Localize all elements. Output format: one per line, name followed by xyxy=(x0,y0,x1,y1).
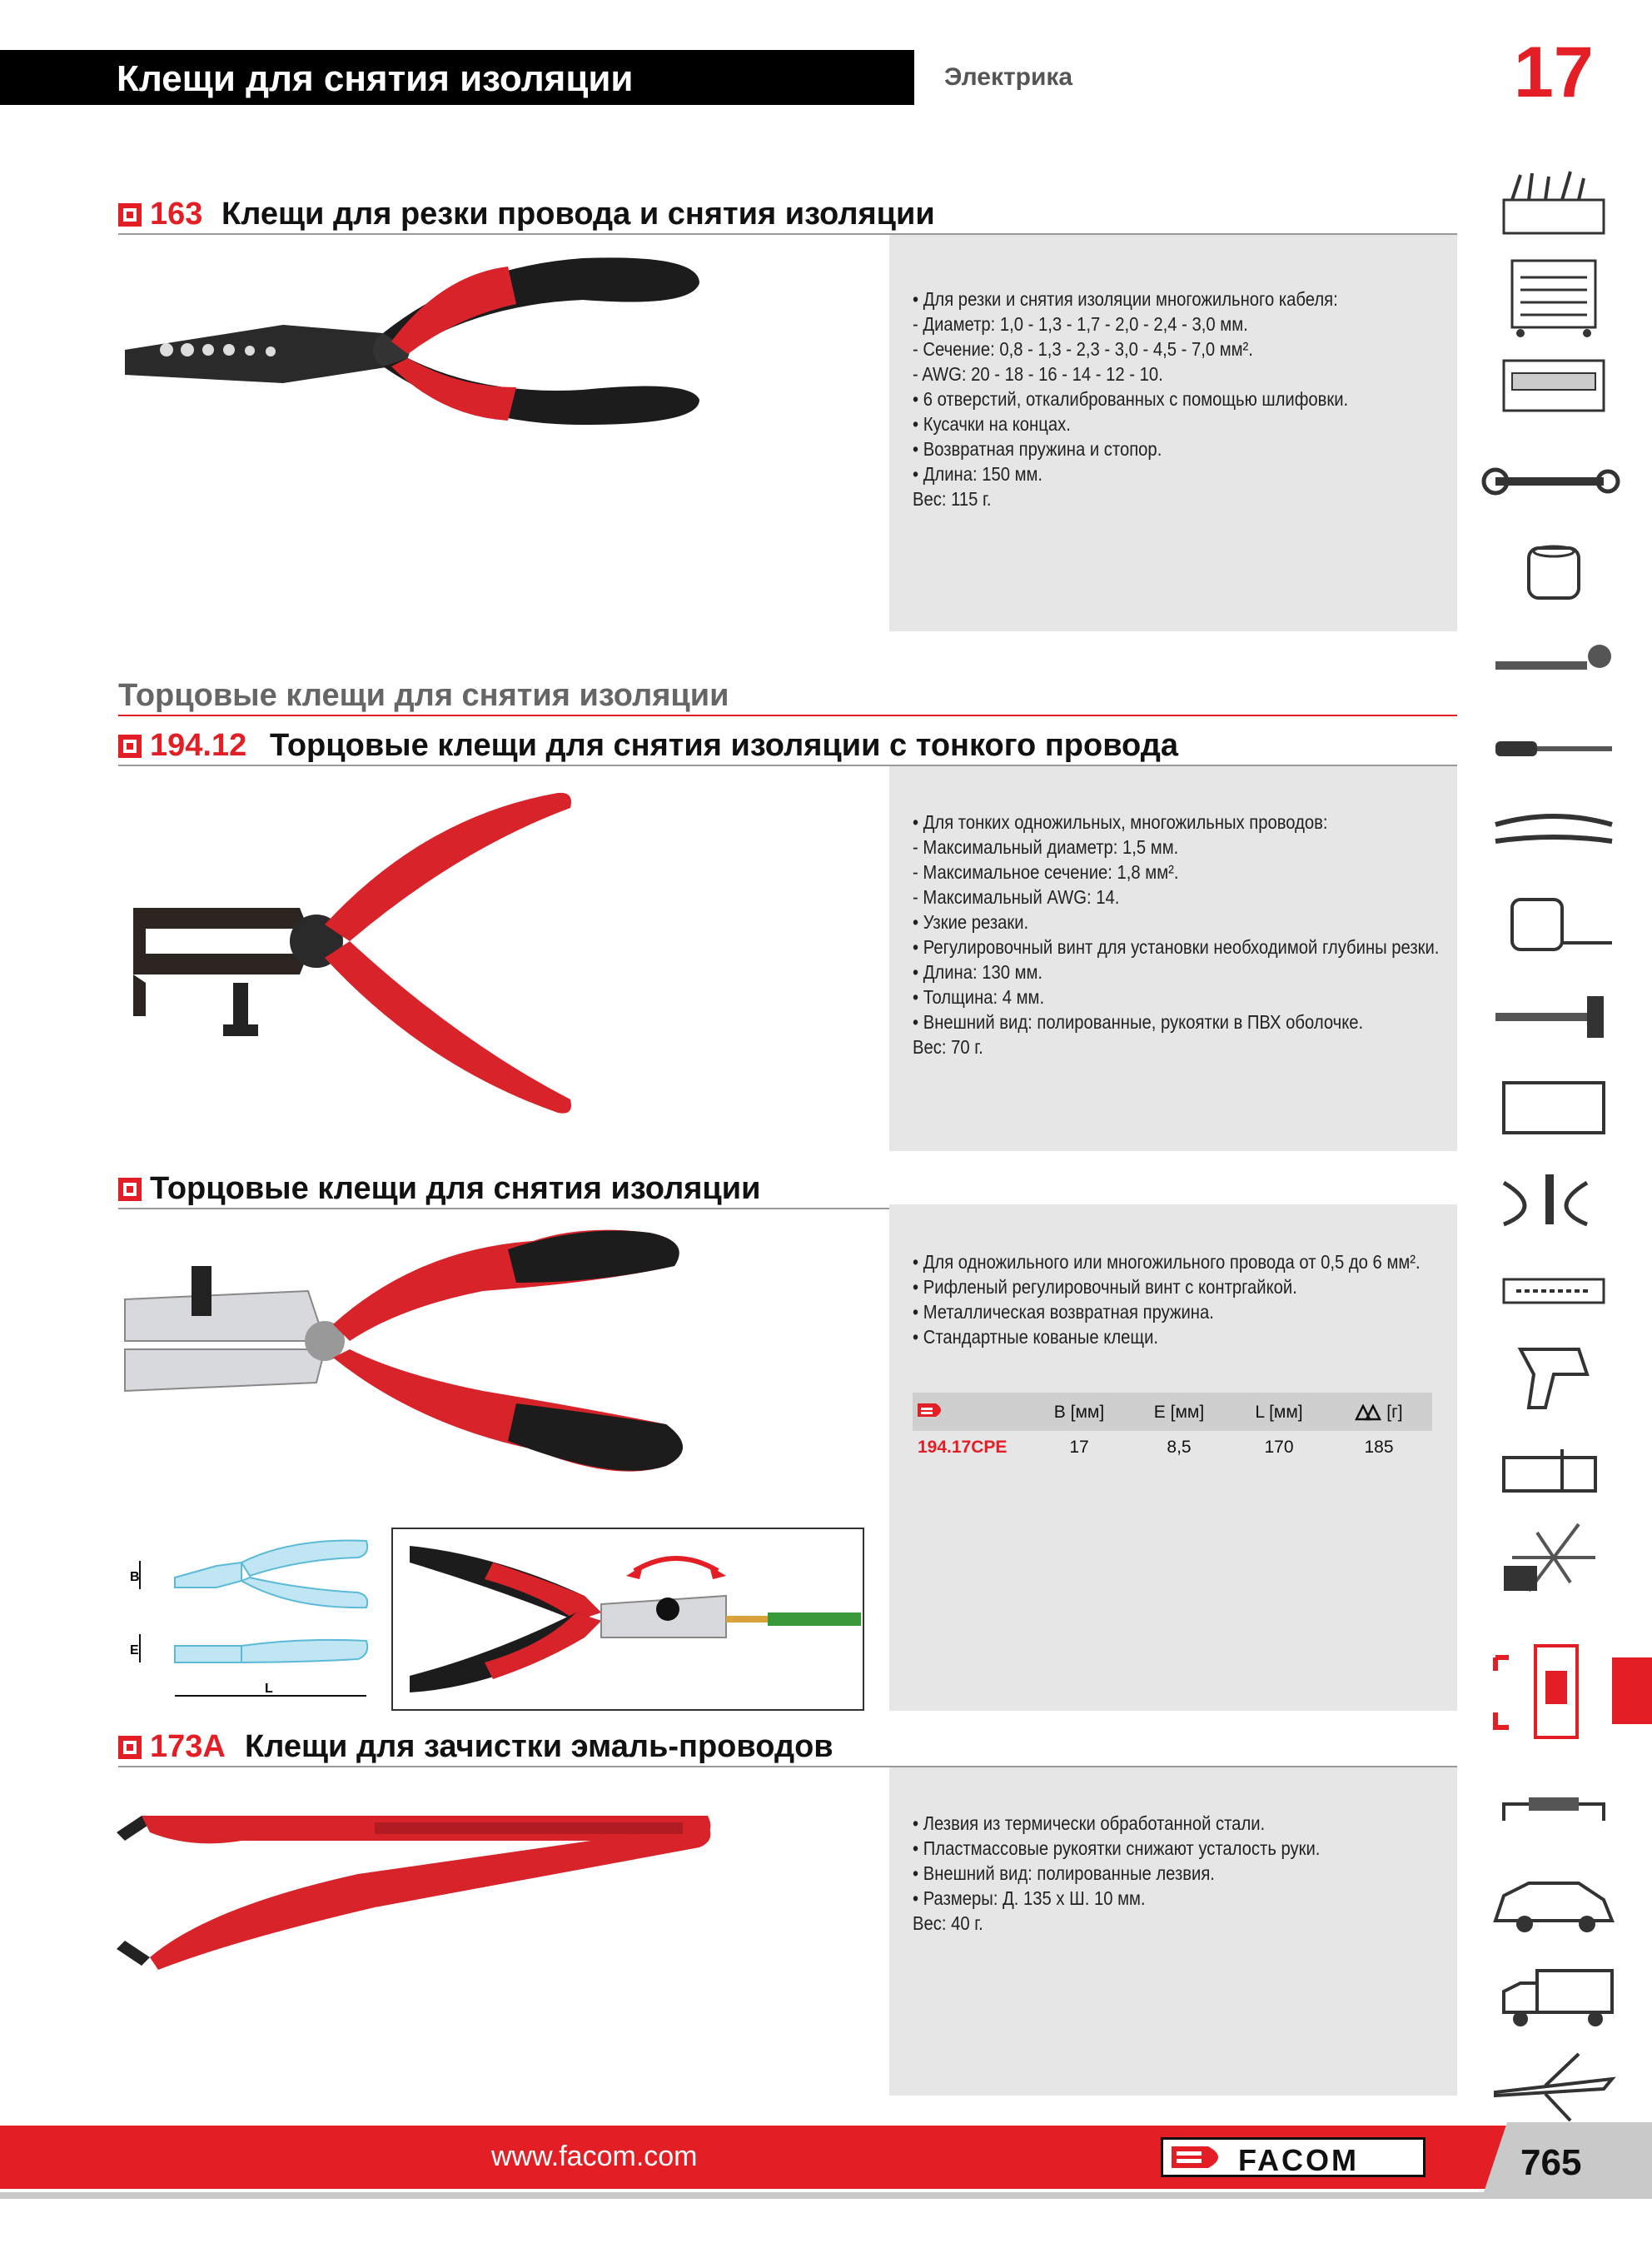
roller-cabinet-icon[interactable] xyxy=(1479,257,1629,340)
group-heading xyxy=(118,678,1457,716)
section-title: Торцовые клещи для снятия изоляции xyxy=(150,1171,761,1206)
section-ref: 194.12 xyxy=(150,728,247,763)
screwdriver-icon[interactable] xyxy=(1479,708,1629,791)
section-heading-163 xyxy=(118,197,1457,235)
car-icon[interactable] xyxy=(1479,1862,1629,1946)
tape-measure-icon[interactable] xyxy=(1479,883,1629,966)
electrical-icon[interactable] xyxy=(1479,1637,1629,1721)
bullet-square-icon xyxy=(118,203,142,227)
hammer-icon[interactable] xyxy=(1479,974,1629,1058)
spec-table-header xyxy=(913,1393,1432,1431)
description-box-173a xyxy=(889,1767,1457,2096)
facom-logo xyxy=(1161,2137,1426,2177)
truck-icon[interactable] xyxy=(1479,1954,1629,2037)
description-box-194-12 xyxy=(889,766,1457,1151)
description-line: • Размеры: Д. 135 х Ш. 10 мм. xyxy=(913,1887,1146,1909)
description-line: • Рифленый регулировочный винт с контргайкой. xyxy=(913,1276,1297,1298)
section-heading-194-12 xyxy=(118,728,1457,766)
description-line: • 6 отверстий, откалиброванных с помощью шлифовки. xyxy=(913,388,1349,410)
facom-ref-icon xyxy=(918,1399,946,1421)
bullet-square-icon xyxy=(118,1736,142,1759)
description-line: - Максимальное сечение: 1,8 мм². xyxy=(913,861,1179,883)
dimension-label-l: L xyxy=(265,1682,273,1696)
description-line: • Стандартные кованые клещи. xyxy=(913,1326,1159,1348)
ratchet-icon[interactable] xyxy=(1479,623,1629,706)
chapter-number: 17 xyxy=(1514,32,1594,112)
column-header-l: L [мм] xyxy=(1255,1403,1303,1422)
description-line: • Возвратная пружина и стопор. xyxy=(913,438,1162,460)
facom-brand-text: FACOM xyxy=(1238,2143,1359,2177)
description-line: Вес: 40 г. xyxy=(913,1912,983,1934)
section-heading-173a xyxy=(118,1729,1457,1767)
description-line: • Пластмассовые рукоятки снижают усталость руки. xyxy=(913,1837,1321,1859)
description-line: • Регулировочный винт для установки необходимой глубины резки. xyxy=(913,936,1440,958)
description-line: • Для резки и снятия изоляции многожильного кабеля: xyxy=(913,288,1338,310)
description-line: • Толщина: 4 мм. xyxy=(913,986,1045,1008)
product-image-173a xyxy=(108,1782,724,1999)
column-header-b: B [мм] xyxy=(1053,1403,1105,1422)
section-ref: 163 xyxy=(150,197,203,232)
wrench-icon[interactable] xyxy=(1479,440,1629,523)
column-header-e: E [мм] xyxy=(1153,1403,1205,1422)
cable-icon[interactable] xyxy=(1479,1771,1629,1854)
safety-icon[interactable] xyxy=(1479,1516,1629,1599)
cell-l: 170 xyxy=(1264,1438,1294,1457)
section-ref: 173A xyxy=(150,1729,226,1764)
socket-icon[interactable] xyxy=(1479,531,1629,615)
table-row xyxy=(913,1431,1432,1464)
active-chapter-tab xyxy=(1612,1657,1652,1724)
product-image-163 xyxy=(117,250,716,466)
description-line: • Для тонких одножильных, многожильных проводов: xyxy=(913,811,1328,833)
description-line: - Диаметр: 1,0 - 1,3 - 1,7 - 2,0 - 2,4 - 3,0 мм. xyxy=(913,313,1248,335)
cell-e: 8,5 xyxy=(1167,1438,1192,1457)
description-line: - AWG: 20 - 18 - 16 - 14 - 12 - 10. xyxy=(913,363,1163,385)
weight-icon xyxy=(1355,1404,1381,1421)
description-line: • Длина: 130 мм. xyxy=(913,961,1043,983)
description-line: • Длина: 150 мм. xyxy=(913,463,1043,485)
product-code: 194.17CPE xyxy=(918,1438,1008,1457)
page-title: Клещи для снятия изоляции xyxy=(117,58,634,99)
dimension-label-b: B xyxy=(130,1570,140,1584)
group-heading-text: Торцовые клещи для снятия изоляции xyxy=(118,678,729,713)
description-line: • Внешний вид: полированные лезвия. xyxy=(913,1862,1215,1884)
cell-weight: 185 xyxy=(1364,1438,1394,1457)
description-line: • Для одножильного или многожильного провода от 0,5 до 6 мм². xyxy=(913,1251,1421,1273)
column-header-weight xyxy=(1346,1403,1412,1423)
hacksaw-icon[interactable] xyxy=(1479,1066,1629,1149)
chapter-sidebar xyxy=(1479,167,1629,2082)
description-line: • Металлическая возвратная пружина. xyxy=(913,1301,1214,1323)
description-line: • Узкие резаки. xyxy=(913,911,1029,933)
description-line: • Кусачки на концах. xyxy=(913,413,1071,435)
impact-wrench-icon[interactable] xyxy=(1479,1333,1629,1416)
page-number: 765 xyxy=(1520,2142,1582,2183)
description-line: • Внешний вид: полированные, рукоятки в ПВХ оболочке. xyxy=(913,1011,1364,1033)
section-title: Клещи для резки провода и снятия изоляции xyxy=(221,197,935,232)
spec-table xyxy=(913,1393,1432,1464)
bullet-square-icon xyxy=(118,735,142,758)
footer-url-link[interactable]: www.facom.com xyxy=(491,2141,698,2172)
tool-drawer-icon[interactable] xyxy=(1479,348,1629,431)
cell-b: 17 xyxy=(1069,1438,1089,1457)
bottom-rule xyxy=(0,2192,1652,2199)
description-line: - Максимальный диаметр: 1,5 мм. xyxy=(913,836,1179,858)
airplane-icon[interactable] xyxy=(1479,2046,1629,2129)
dimension-label-e: E xyxy=(130,1643,139,1657)
toolbox-icon[interactable] xyxy=(1479,167,1629,250)
description-line: Вес: 70 г. xyxy=(913,1036,983,1058)
section-title: Клещи для зачистки эмаль-проводов xyxy=(245,1729,833,1764)
bullet-square-icon xyxy=(118,1178,142,1201)
description-line: Вес: 115 г. xyxy=(913,488,992,510)
description-line: - Максимальный AWG: 14. xyxy=(913,886,1120,908)
section-title: Торцовые клещи для снятия изоляции с тонкого провода xyxy=(270,728,1179,763)
description-line: - Сечение: 0,8 - 1,3 - 2,3 - 3,0 - 4,5 - 7,0 мм². xyxy=(913,338,1253,360)
pliers-icon[interactable] xyxy=(1479,791,1629,875)
vise-icon[interactable] xyxy=(1479,1424,1629,1508)
dimension-diagram xyxy=(117,1529,375,1704)
page-title-bar xyxy=(0,50,914,105)
tester-icon[interactable] xyxy=(1479,1249,1629,1333)
description-box-163 xyxy=(889,235,1457,631)
product-image-194-12 xyxy=(108,783,708,1133)
usage-photo xyxy=(391,1528,864,1711)
description-line: • Лезвия из термически обработанной стали. xyxy=(913,1812,1266,1834)
puller-icon[interactable] xyxy=(1479,1158,1629,1241)
category-label: Электрика xyxy=(944,63,1073,91)
column-header-weight-unit: [г] xyxy=(1386,1403,1403,1422)
facom-logo-icon xyxy=(1168,2140,1235,2175)
product-image-end-strippers xyxy=(117,1216,733,1499)
